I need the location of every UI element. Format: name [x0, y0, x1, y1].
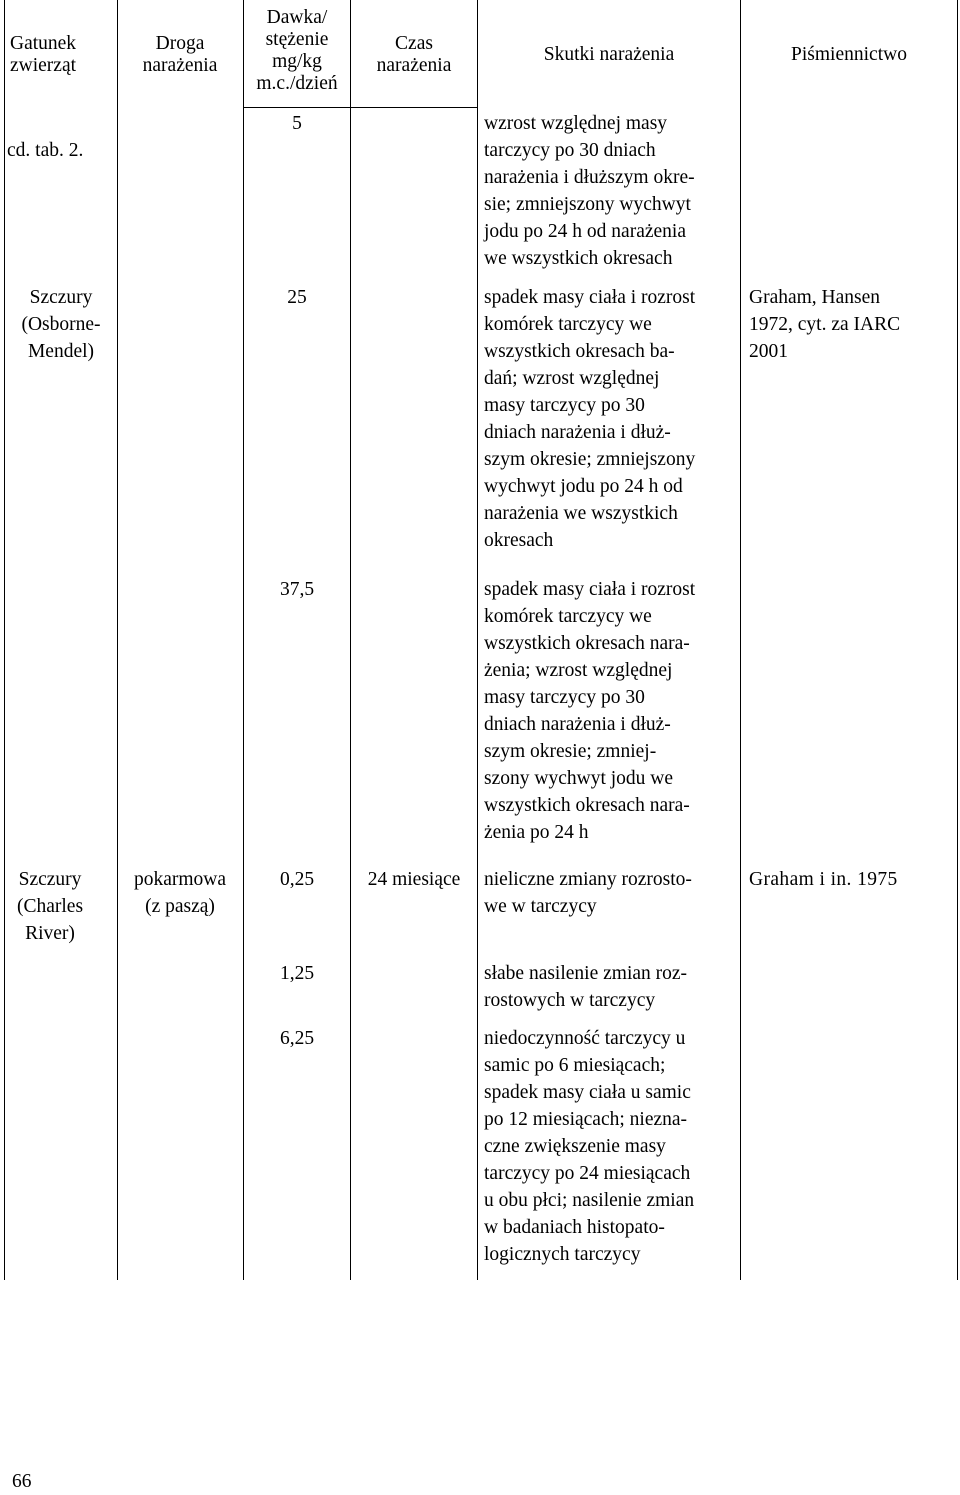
column-divider: [740, 0, 741, 1280]
dose-cell: 37,5: [279, 579, 315, 600]
header-species: Gatunek zwierząt: [10, 33, 77, 76]
effects-cell: spadek masy ciała i rozrost komórek tarczycy we wszystkich okresach nara- żenia; wzrost względnej masy tarczycy po 30 dniach narażenia i dłuż- szym okresie; zmniej- szony wychwyt jodu we wszystkich okresach nara- żenia po 24 h: [484, 579, 696, 843]
header-dose: Dawka/ stężenie mg/kg m.c./dzień: [256, 7, 338, 94]
time-cell: 24 miesiące: [367, 869, 461, 890]
column-divider: [350, 0, 351, 1280]
page-number: 66: [12, 1471, 32, 1492]
dose-cell: 6,25: [279, 1028, 315, 1049]
column-divider: [477, 0, 478, 1280]
header-route: Droga narażenia: [142, 33, 218, 76]
reference-cell: Graham, Hansen 1972, cyt. za IARC 2001: [749, 287, 901, 362]
dose-cell: 1,25: [279, 963, 315, 984]
dose-cell: 0,25: [279, 869, 315, 890]
header-time: Czas narażenia: [376, 33, 452, 76]
effects-cell: niedoczynność tarczycy u samic po 6 miesiącach; spadek masy ciała u samic po 12 miesiącach; niezna- czne zwiększenie masy tarczycy po 24 miesiącach u obu płci; nasilenie zmian w badaniach histopato- logicznych tarczycy: [484, 1028, 695, 1265]
species-cell: Szczury (Charles River): [16, 869, 84, 944]
effects-cell: wzrost względnej masy tarczycy po 30 dniach narażenia i dłuższym okre- sie; zmniejszony wychwyt jodu po 24 h od narażenia we wszystkich okresach: [484, 113, 695, 269]
header-separator: [243, 107, 477, 108]
dose-cell: 25: [287, 287, 307, 308]
continuation-note: cd. tab. 2.: [7, 140, 84, 161]
reference-cell: Graham i in. 1975: [749, 869, 898, 890]
route-cell: pokarmowa (z paszą): [133, 869, 227, 917]
header-effects: Skutki narażenia: [543, 44, 675, 65]
species-cell: Szczury (Osborne- Mendel): [21, 287, 101, 362]
column-divider: [117, 0, 118, 1280]
table-border-right: [957, 0, 958, 1280]
dose-cell: 5: [292, 113, 302, 134]
column-divider: [243, 0, 244, 1280]
header-references: Piśmiennictwo: [791, 44, 907, 65]
effects-cell: spadek masy ciała i rozrost komórek tarczycy we wszystkich okresach ba- dań; wzrost względnej masy tarczycy po 30 dniach narażenia i dłuż- szym okresie; zmniejszony wychwyt jodu po 24 h od narażenia we wszystkich okresach: [484, 287, 696, 551]
effects-cell: nieliczne zmiany rozrosto- we w tarczycy: [484, 869, 692, 917]
table-border-left: [4, 0, 5, 1280]
effects-cell: słabe nasilenie zmian roz- rostowych w tarczycy: [484, 963, 688, 1011]
